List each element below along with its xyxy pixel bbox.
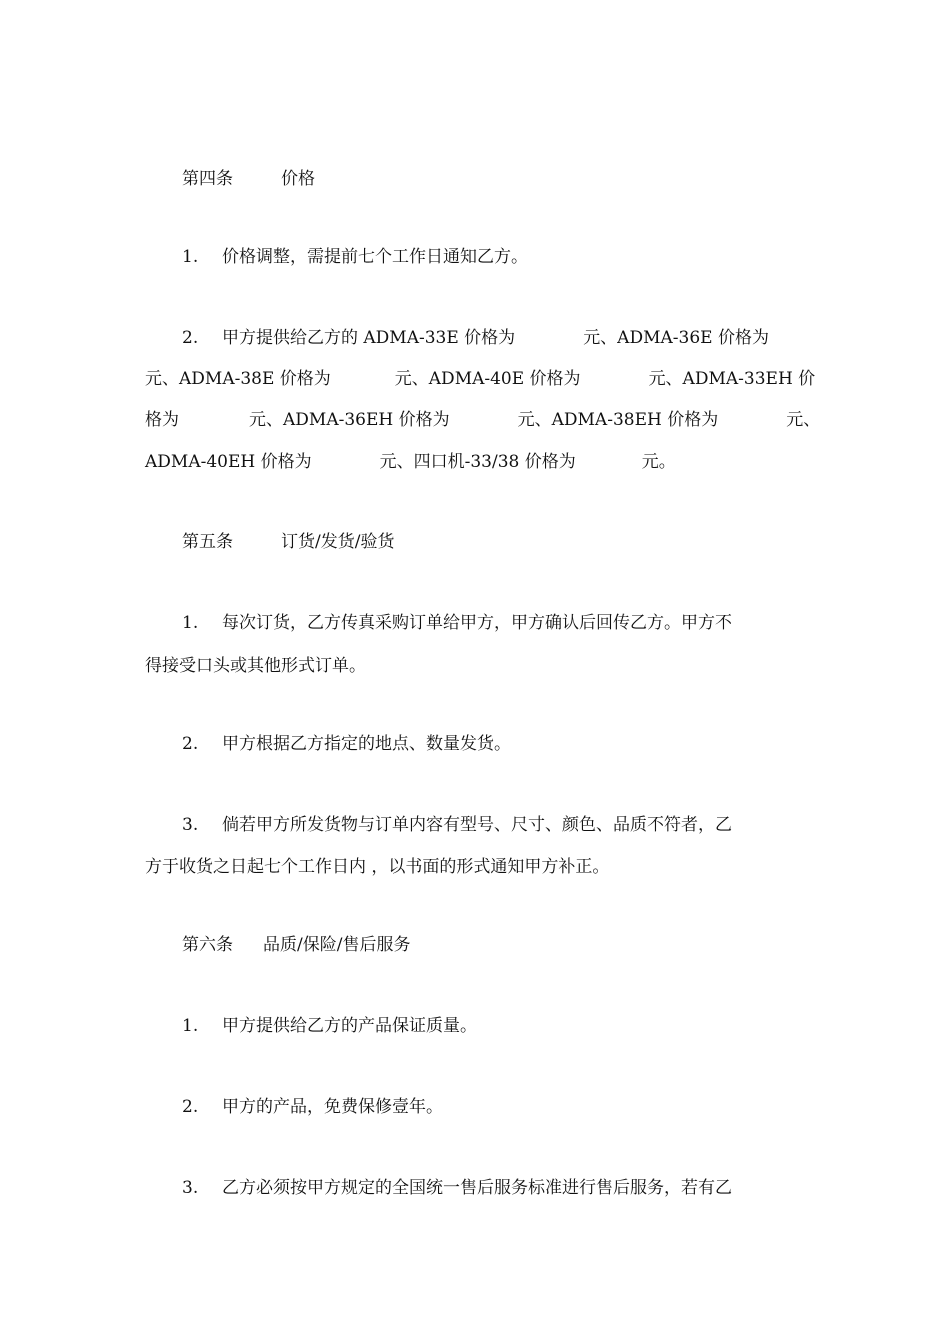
item-number: 1. [182, 613, 199, 633]
item-number: 3. [182, 1178, 199, 1198]
item-text: 得接受口头或其他形式订单。 [145, 656, 366, 676]
item-text: 甲方的产品，免费保修壹年。 [222, 1097, 443, 1117]
article-number: 第五条 [182, 532, 233, 552]
item-text: 乙方必须按甲方规定的全国统一售后服务标准进行售后服务，若有乙 [222, 1178, 732, 1198]
item-text: 元、ADMA-38EH 价格为 [517, 410, 719, 430]
item-text: 元、ADMA-33EH 价 [648, 369, 816, 389]
article-5-item-1-line-1 [182, 611, 732, 635]
article-5-heading [182, 530, 394, 554]
item-text: 甲方提供给乙方的 ADMA-33E 价格为 [222, 328, 516, 348]
article-4-item-2-line-1 [182, 326, 769, 350]
article-5-item-2 [182, 732, 511, 756]
item-number: 2. [182, 1097, 199, 1117]
article-4-item-2-line-3 [145, 408, 820, 432]
item-text: 甲方根据乙方指定的地点、数量发货。 [222, 734, 511, 754]
item-text: 元、ADMA-38E 价格为 [145, 369, 331, 389]
item-text: 元。 [641, 452, 676, 472]
article-4-item-1 [182, 245, 528, 269]
item-text: ADMA-40EH 价格为 [145, 452, 312, 472]
item-text: 元、ADMA-36EH 价格为 [249, 410, 450, 430]
item-text: 元、ADMA-40E 价格为 [394, 369, 581, 389]
article-6-item-3-line-1 [182, 1176, 732, 1200]
article-title: 品质/保险/售后服务 [263, 935, 411, 955]
article-4-heading [182, 167, 315, 191]
item-text: 元、 [786, 410, 821, 430]
article-title: 价格 [281, 169, 315, 189]
item-number: 2. [182, 734, 199, 754]
article-6-item-2 [182, 1095, 443, 1119]
item-text: 方于收货之日起七个工作日内 ，以书面的形式通知甲方补正。 [145, 857, 610, 877]
item-number: 3. [182, 815, 199, 835]
item-text: 每次订货，乙方传真采购订单给甲方，甲方确认后回传乙方。甲方不 [222, 613, 732, 633]
item-text: 价格调整，需提前七个工作日通知乙方。 [222, 247, 528, 267]
item-text: 甲方提供给乙方的产品保证质量。 [222, 1016, 477, 1036]
article-5-item-1-line-2 [145, 654, 366, 678]
article-5-item-3-line-1 [182, 813, 732, 837]
article-6-heading [182, 933, 410, 957]
item-number: 1. [182, 1016, 199, 1036]
item-text: 元、ADMA-36E 价格为 [583, 328, 769, 348]
article-4-item-2-line-4 [145, 450, 676, 474]
item-text: 格为 [145, 410, 179, 430]
item-text: 元、四口机-33/38 价格为 [379, 452, 576, 472]
article-number: 第四条 [182, 169, 233, 189]
item-number: 2. [182, 328, 199, 348]
item-text: 倘若甲方所发货物与订单内容有型号、尺寸、颜色、品质不符者，乙 [222, 815, 732, 835]
article-4-item-2-line-2 [145, 367, 815, 391]
article-title: 订货/发货/验货 [281, 532, 395, 552]
item-number: 1. [182, 247, 199, 267]
article-5-item-3-line-2 [145, 855, 609, 879]
article-6-item-1 [182, 1014, 477, 1038]
article-number: 第六条 [182, 935, 233, 955]
